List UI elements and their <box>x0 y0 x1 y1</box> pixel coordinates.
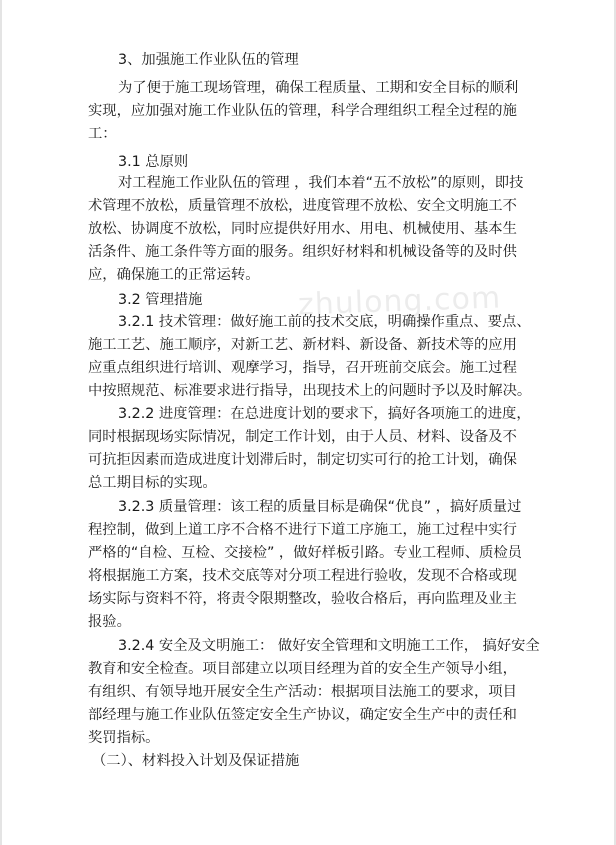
section-heading: 3、加强施工作业队伍的管理 <box>118 52 299 68</box>
paragraph-line: 总工期目标的实现。 <box>88 475 217 491</box>
watermark: zhulong.com <box>297 280 502 323</box>
paragraph-line: 将根据施工方案，技术交底等对分项工程进行验收，发现不合格或现 <box>88 568 517 584</box>
paragraph-line: 可抗拒因素而造成进度计划滞后时，制定切实可行的抢工计划，确保 <box>88 452 517 468</box>
paragraph-line: 程控制，做到上道工序不合格不进行下道工序施工，施工过程中实行 <box>88 522 517 538</box>
paragraph-line: 场实际与资料不符，将责令限期整改，验收合格后，再向监理及业主 <box>88 591 517 607</box>
paragraph-line: 应，确保施工的正常运转。 <box>88 267 260 283</box>
paragraph-line: 部经理与施工作业队伍签定安全生产协议，确定安全生产中的责任和 <box>88 707 517 723</box>
paragraph-line: 报验。 <box>88 614 131 630</box>
paragraph-line: 3.2.4 安全及文明施工： 做好安全管理和文明施工工作， 搞好安全 <box>118 638 540 654</box>
paragraph-line: 教育和安全检查。项目部建立以项目经理为首的安全生产领导小组， <box>88 661 517 677</box>
paragraph-line: 3.2.2 进度管理：在总进度计划的要求下，搞好各项施工的进度， <box>118 406 531 422</box>
subsection-heading: 3.1 总原则 <box>118 154 189 170</box>
paragraph-line: 严格的“自检、互检、交接检” ，做好样板引路。专业工程师、质检员 <box>88 545 522 561</box>
paragraph-line: 工： <box>88 126 117 142</box>
paragraph-line: 3.2.3 质量管理：该工程的质量目标是确保“优良” ，搞好质量过 <box>118 499 522 515</box>
paragraph-line: 实现，应加强对施工作业队伍的管理，科学合理组织工程全过程的施 <box>88 103 517 119</box>
paragraph-line: 奖罚指标。 <box>88 730 160 746</box>
paragraph-line: 术管理不放松，质量管理不放松，进度管理不放松、安全文明施工不 <box>88 198 517 214</box>
paragraph-line: 为了便于施工现场管理，确保工程质量、工期和安全目标的顺利 <box>118 80 519 96</box>
paragraph-line: 同时根据现场实际情况，制定工作计划，由于人员、材料、设备及不 <box>88 429 517 445</box>
paragraph-line: 3.2.1 技术管理：做好施工前的技术交底，明确操作重点、要点、 <box>118 314 531 330</box>
chapter-heading: （二）、材料投入计划及保证措施 <box>92 753 300 769</box>
paragraph-line: 活条件、施工条件等方面的服务。组织好材料和机械设备等的及时供 <box>88 244 517 260</box>
paragraph-line: 放松、协调度不放松，同时应提供好用水、用电、机械使用、基本生 <box>88 221 517 237</box>
paragraph-line: 中按照规范、标准要求进行指导，出现技术上的问题时予以及时解决。 <box>88 383 532 399</box>
paragraph-line: 有组织、有领导地开展安全生产活动：根据项目法施工的要求，项目 <box>88 684 517 700</box>
subsection-heading: 3.2 管理措施 <box>118 292 203 308</box>
page-edge-left <box>0 0 2 845</box>
paragraph-line: 施工工艺、施工顺序，对新工艺、新材料、新设备、新技术等的应用 <box>88 337 517 353</box>
paragraph-line: 对工程施工作业队伍的管理 ，我们本着“五不放松”的原则，即技 <box>118 175 524 191</box>
paragraph-line: 应重点组织进行培训、观摩学习，指导，召开班前交底会。施工过程 <box>88 360 517 376</box>
